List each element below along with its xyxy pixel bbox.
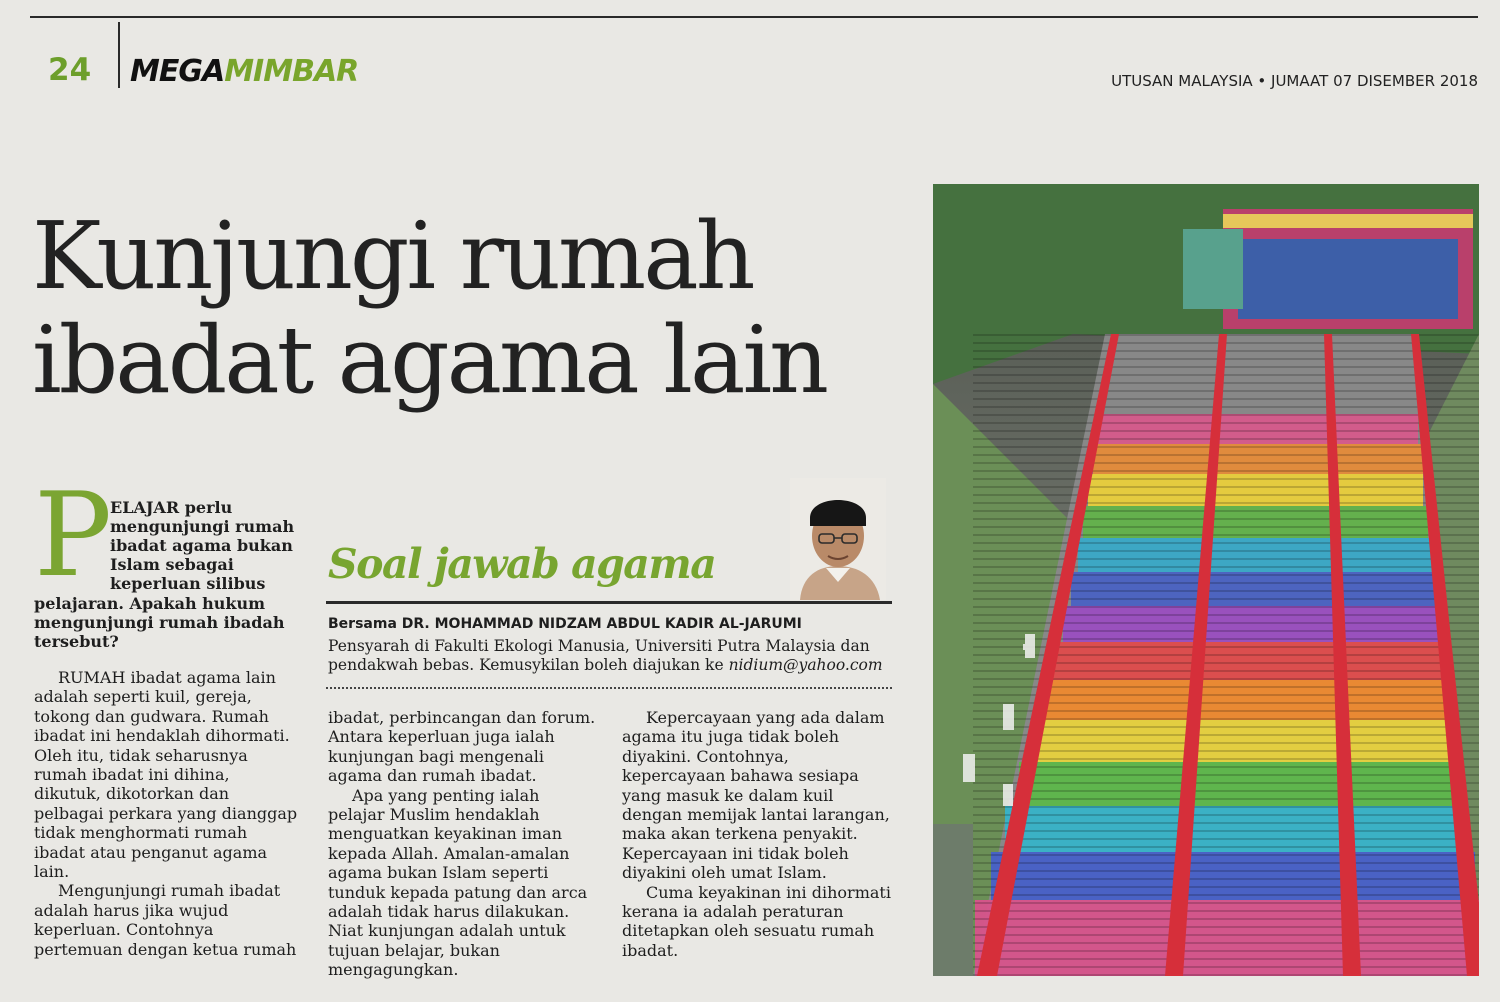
question-part2: pelajaran. Apakah hukum mengunjungi rumah ibadah tersebut? xyxy=(34,594,285,651)
author-email: nidium@yahoo.com xyxy=(728,656,883,674)
paragraph: Cuma keyakinan ini dihormati kerana ia adalah peraturan ditetapkan oleh sesuatu rumah ibadat. xyxy=(622,882,891,960)
paragraph: Kepercayaan yang ada dalam agama itu juga tidak boleh diyakini. Contohnya, kepercayaan bahawa sesiapa yang masuk ke dalam kuil dengan memijak lantai larangan, maka akan terkena penyakit. Kepercayaan ini tidak boleh diyakini oleh umat Islam. xyxy=(622,708,890,883)
section-title-part1: MEGA xyxy=(130,54,225,89)
section-title xyxy=(130,54,358,89)
temple-staircase-photo xyxy=(933,184,1479,976)
body-column-1 xyxy=(34,668,300,959)
qa-title-rule xyxy=(326,601,892,604)
page-number: 24 xyxy=(48,52,92,88)
paragraph: ibadat, perbincangan dan forum. Antara keperluan juga ialah kunjungan bagi mengenali agama dan rumah ibadat. xyxy=(328,708,596,786)
author-bio-text: Pensyarah di Fakulti Ekologi Manusia, Universiti Putra Malaysia dan pendakwah bebas. Kemusykilan boleh diajukan ke xyxy=(328,637,870,674)
dotted-divider xyxy=(326,687,892,689)
headline-line-2: ibadat agama lain xyxy=(32,306,827,414)
question-part1: ELAJAR perlu mengunjungi rumah ibadat agama bukan Islam sebagai keperluan silibus xyxy=(110,498,295,593)
headline-line-1: Kunjungi rumah xyxy=(32,202,753,310)
staircase-steps xyxy=(973,334,1479,976)
author-portrait xyxy=(790,478,886,600)
top-rule xyxy=(30,16,1478,18)
author-byline: Bersama DR. MOHAMMAD NIDZAM ABDUL KADIR AL-JARUMI xyxy=(328,616,802,632)
body-column-3 xyxy=(622,708,894,960)
paragraph: RUMAH ibadat agama lain adalah seperti kuil, gereja, tokong dan gudwara. Rumah ibadat ini hendaklah dihormati. Oleh itu, tidak seharusnya rumah ibadat ini dihina, dikutuk, dikotorkan dan pelbagai perkara yang dianggap tidak menghormati rumah ibadat atau penganut agama lain. xyxy=(34,668,298,882)
section-title-part2: MIMBAR xyxy=(224,54,359,89)
body-column-2 xyxy=(328,708,596,980)
paragraph: Apa yang penting ialah pelajar Muslim hendaklah menguatkan keyakinan iman kepada Allah. Amalan-amalan agama bukan Islam seperti tunduk kepada patung dan arca adalah tidak harus dilakukan. Niat kunjungan adalah untuk tujuan belajar, bukan mengagungkan. xyxy=(328,785,588,980)
dropcap: P xyxy=(34,468,113,603)
headline xyxy=(32,204,826,412)
dateline: UTUSAN MALAYSIA • JUMAAT 07 DISEMBER 2018 xyxy=(1111,72,1478,90)
qa-column-title: Soal jawab agama xyxy=(328,540,716,588)
author-bio xyxy=(328,637,890,675)
paragraph: Mengunjungi rumah ibadat adalah harus jika wujud keperluan. Contohnya pertemuan dengan ketua rumah xyxy=(34,881,297,959)
header-divider xyxy=(118,22,120,88)
